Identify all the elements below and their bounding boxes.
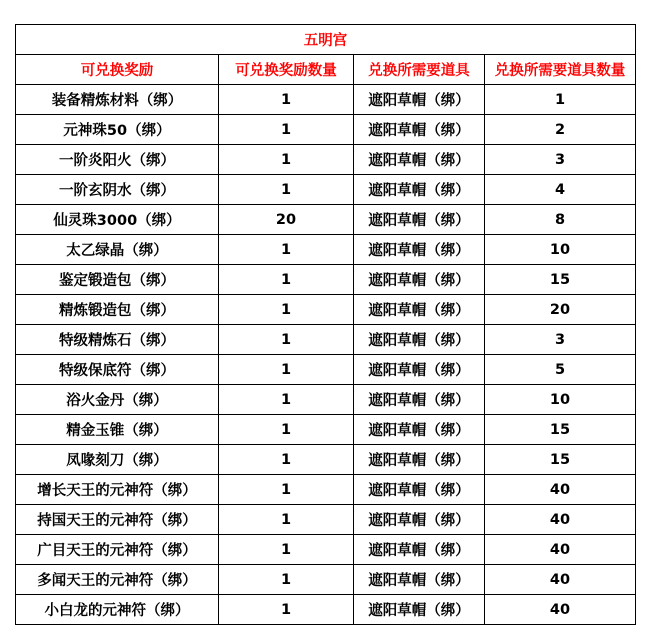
required-qty-cell: 40 <box>485 595 636 625</box>
table-row <box>16 385 636 415</box>
required-qty-cell: 2 <box>485 115 636 145</box>
header-required-qty: 兑换所需要道具数量 <box>485 55 636 85</box>
required-qty-cell: 3 <box>485 325 636 355</box>
table-row <box>16 595 636 625</box>
reward-cell: 广目天王的元神符（绑） <box>16 535 219 565</box>
table-body <box>16 85 636 625</box>
required-qty-cell: 15 <box>485 415 636 445</box>
table-row <box>16 505 636 535</box>
reward-cell: 特级保底符（绑） <box>16 355 219 385</box>
reward-cell: 精金玉锥（绑） <box>16 415 219 445</box>
reward-qty-cell: 20 <box>219 205 354 235</box>
required-qty-cell: 15 <box>485 445 636 475</box>
table-row <box>16 85 636 115</box>
reward-cell: 特级精炼石（绑） <box>16 325 219 355</box>
reward-cell: 仙灵珠3000（绑） <box>16 205 219 235</box>
table-row <box>16 535 636 565</box>
reward-qty-cell: 1 <box>219 235 354 265</box>
header-reward-qty: 可兑换奖励数量 <box>219 55 354 85</box>
reward-qty-cell: 1 <box>219 295 354 325</box>
reward-qty-cell: 1 <box>219 85 354 115</box>
required-item-cell: 遮阳草帽（绑） <box>354 355 485 385</box>
required-qty-cell: 40 <box>485 475 636 505</box>
title-row <box>16 25 636 55</box>
required-qty-cell: 8 <box>485 205 636 235</box>
header-row <box>16 55 636 85</box>
required-qty-cell: 1 <box>485 85 636 115</box>
reward-cell: 多闻天王的元神符（绑） <box>16 565 219 595</box>
required-qty-cell: 20 <box>485 295 636 325</box>
required-item-cell: 遮阳草帽（绑） <box>354 325 485 355</box>
reward-cell: 凤喙刻刀（绑） <box>16 445 219 475</box>
table-row <box>16 205 636 235</box>
required-item-cell: 遮阳草帽（绑） <box>354 475 485 505</box>
reward-qty-cell: 1 <box>219 175 354 205</box>
required-item-cell: 遮阳草帽（绑） <box>354 415 485 445</box>
required-item-cell: 遮阳草帽（绑） <box>354 445 485 475</box>
table-row <box>16 355 636 385</box>
reward-cell: 持国天王的元神符（绑） <box>16 505 219 535</box>
reward-qty-cell: 1 <box>219 505 354 535</box>
reward-qty-cell: 1 <box>219 115 354 145</box>
reward-qty-cell: 1 <box>219 355 354 385</box>
reward-qty-cell: 1 <box>219 565 354 595</box>
required-item-cell: 遮阳草帽（绑） <box>354 205 485 235</box>
table-row <box>16 115 636 145</box>
reward-cell: 精炼锻造包（绑） <box>16 295 219 325</box>
table-row <box>16 415 636 445</box>
required-item-cell: 遮阳草帽（绑） <box>354 385 485 415</box>
reward-cell: 太乙绿晶（绑） <box>16 235 219 265</box>
reward-cell: 增长天王的元神符（绑） <box>16 475 219 505</box>
table-row <box>16 265 636 295</box>
required-qty-cell: 10 <box>485 235 636 265</box>
header-reward: 可兑换奖励 <box>16 55 219 85</box>
header-required-item: 兑换所需要道具 <box>354 55 485 85</box>
table-row <box>16 445 636 475</box>
required-qty-cell: 40 <box>485 505 636 535</box>
reward-qty-cell: 1 <box>219 265 354 295</box>
table-row <box>16 175 636 205</box>
table-title: 五明宫 <box>16 25 636 55</box>
table-row <box>16 565 636 595</box>
reward-qty-cell: 1 <box>219 325 354 355</box>
reward-cell: 一阶玄阴水（绑） <box>16 175 219 205</box>
reward-qty-cell: 1 <box>219 535 354 565</box>
required-item-cell: 遮阳草帽（绑） <box>354 85 485 115</box>
reward-qty-cell: 1 <box>219 475 354 505</box>
reward-cell: 浴火金丹（绑） <box>16 385 219 415</box>
reward-qty-cell: 1 <box>219 415 354 445</box>
required-item-cell: 遮阳草帽（绑） <box>354 595 485 625</box>
reward-cell: 鉴定锻造包（绑） <box>16 265 219 295</box>
required-item-cell: 遮阳草帽（绑） <box>354 535 485 565</box>
required-item-cell: 遮阳草帽（绑） <box>354 115 485 145</box>
reward-cell: 一阶炎阳火（绑） <box>16 145 219 175</box>
required-item-cell: 遮阳草帽（绑） <box>354 235 485 265</box>
required-qty-cell: 15 <box>485 265 636 295</box>
required-qty-cell: 5 <box>485 355 636 385</box>
reward-cell: 装备精炼材料（绑） <box>16 85 219 115</box>
required-item-cell: 遮阳草帽（绑） <box>354 295 485 325</box>
required-item-cell: 遮阳草帽（绑） <box>354 265 485 295</box>
reward-qty-cell: 1 <box>219 385 354 415</box>
reward-cell: 元神珠50（绑） <box>16 115 219 145</box>
required-item-cell: 遮阳草帽（绑） <box>354 175 485 205</box>
reward-qty-cell: 1 <box>219 595 354 625</box>
required-qty-cell: 3 <box>485 145 636 175</box>
table-row <box>16 475 636 505</box>
required-item-cell: 遮阳草帽（绑） <box>354 565 485 595</box>
exchange-table <box>15 24 636 625</box>
required-qty-cell: 40 <box>485 535 636 565</box>
table-row <box>16 235 636 265</box>
required-item-cell: 遮阳草帽（绑） <box>354 505 485 535</box>
required-qty-cell: 4 <box>485 175 636 205</box>
required-item-cell: 遮阳草帽（绑） <box>354 145 485 175</box>
required-qty-cell: 10 <box>485 385 636 415</box>
required-qty-cell: 40 <box>485 565 636 595</box>
reward-qty-cell: 1 <box>219 145 354 175</box>
table-row <box>16 295 636 325</box>
table-row <box>16 145 636 175</box>
table-row <box>16 325 636 355</box>
reward-qty-cell: 1 <box>219 445 354 475</box>
reward-cell: 小白龙的元神符（绑） <box>16 595 219 625</box>
